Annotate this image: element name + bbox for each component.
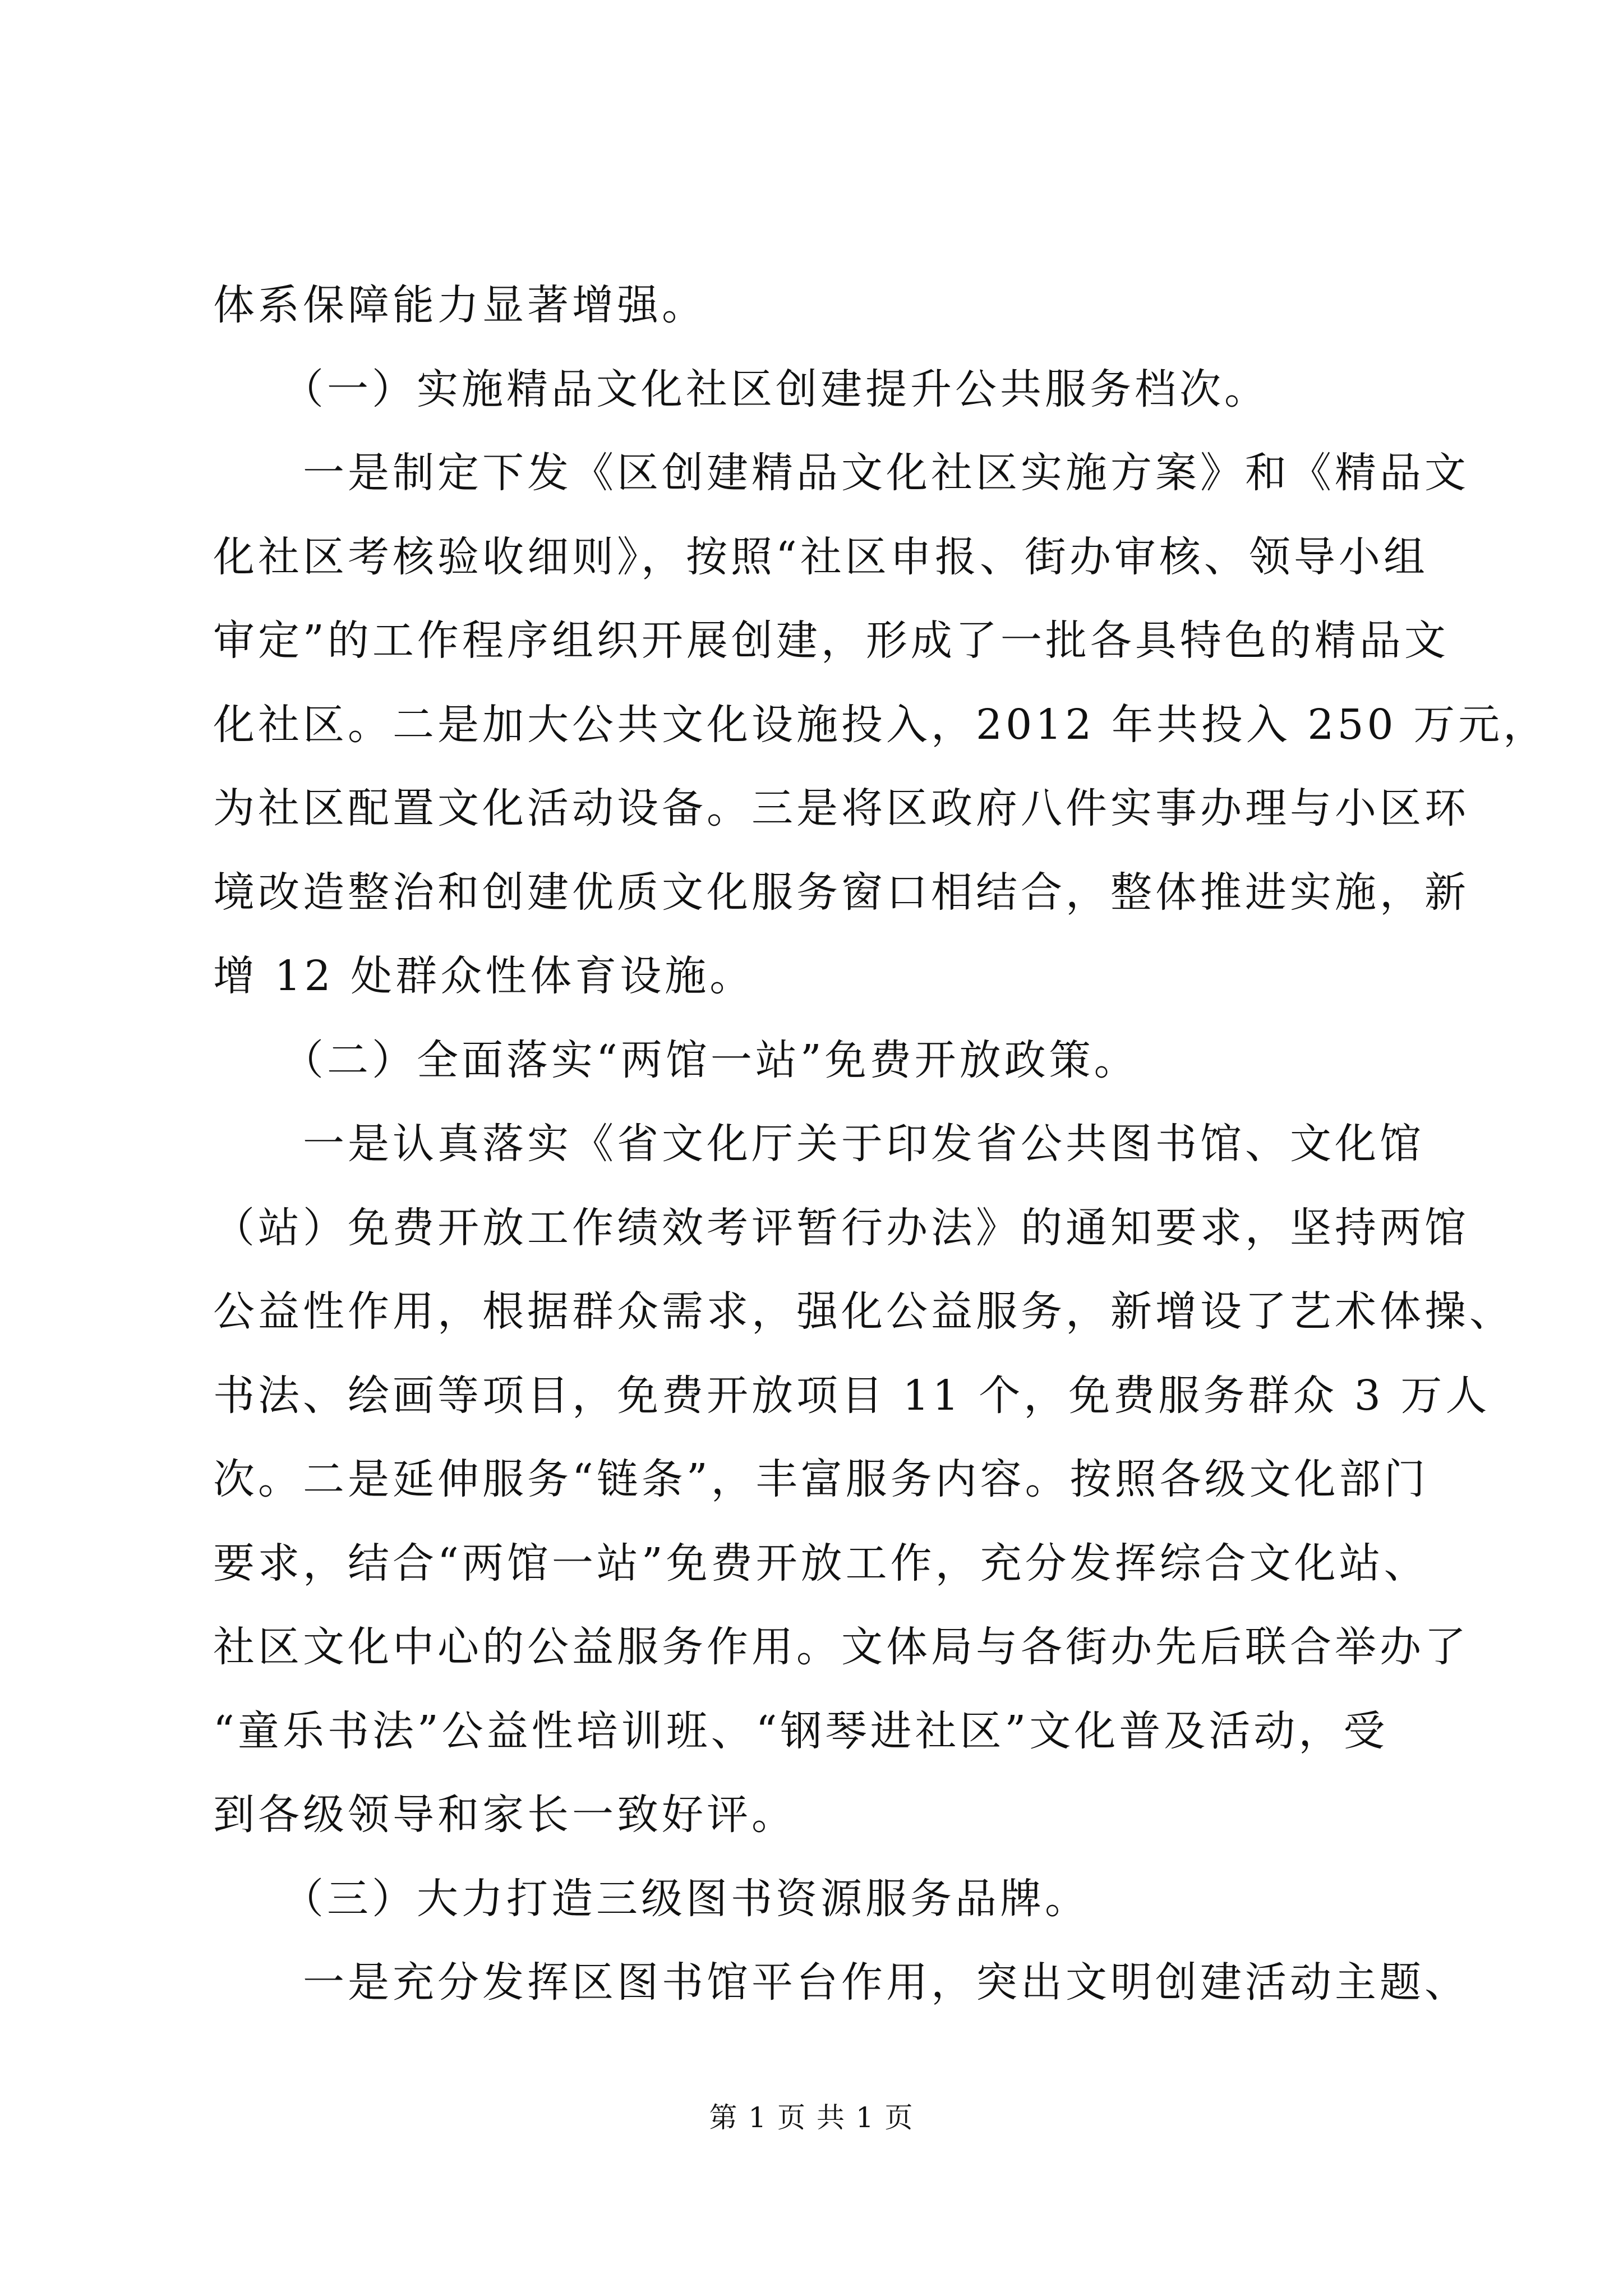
text-line: 要求，结合“两馆一站”免费开放工作，充分发挥综合文化站、 xyxy=(213,1539,1429,1588)
text-line: 到各级领导和家长一致好评。 xyxy=(213,1791,796,1839)
text-line: 一是认真落实《省文化厅关于印发省公共图书馆、文化馆 xyxy=(213,1120,1424,1168)
text-line: 公益性作用，根据群众需求，强化公益服务，新增设了艺术体操、 xyxy=(213,1287,1514,1336)
text-line: （站）免费开放工作绩效考评暂行办法》的通知要求，坚持两馆 xyxy=(213,1203,1469,1252)
text-line: 为社区配置文化活动设备。三是将区政府八件实事办理与小区环 xyxy=(213,784,1469,832)
text-line: 审定”的工作程序组织开展创建，形成了一批各具特色的精品文 xyxy=(213,616,1449,665)
text-line: 化社区考核验收细则》，按照“社区申报、街办审核、领导小组 xyxy=(213,532,1428,581)
text-line: 一是制定下发《区创建精品文化社区实施方案》和《精品文 xyxy=(213,449,1469,497)
text-line: 社区文化中心的公益服务作用。文体局与各街办先后联合举办了 xyxy=(213,1623,1469,1671)
text-line: 一是充分发挥区图书馆平台作用，突出文明创建活动主题、 xyxy=(213,1958,1469,2007)
text-line: “童乐书法”公益性培训班、“钢琴进社区”文化普及活动，受 xyxy=(213,1706,1389,1755)
text-line: 境改造整治和创建优质文化服务窗口相结合，整体推进实施，新 xyxy=(213,868,1469,917)
document-body xyxy=(213,264,1548,2025)
text-line: 化社区。二是加大公共文化设施投入，2012 年共投入 250 万元， xyxy=(213,700,1548,749)
section-heading: （二）全面落实“两馆一站”免费开放政策。 xyxy=(213,1036,1139,1084)
page-footer: 第 1 页 共 1 页 xyxy=(709,2101,914,2134)
section-heading: （一）实施精品文化社区创建提升公共服务档次。 xyxy=(213,365,1269,413)
text-line: 书法、绘画等项目，免费开放项目 11 个，免费服务群众 3 万人 xyxy=(213,1371,1491,1420)
section-heading: （三）大力打造三级图书资源服务品牌。 xyxy=(213,1874,1090,1923)
text-line: 体系保障能力显著增强。 xyxy=(213,281,707,329)
text-line: 次。二是延伸服务“链条”，丰富服务内容。按照各级文化部门 xyxy=(213,1455,1429,1503)
text-line: 增 12 处群众性体育设施。 xyxy=(213,952,755,1000)
